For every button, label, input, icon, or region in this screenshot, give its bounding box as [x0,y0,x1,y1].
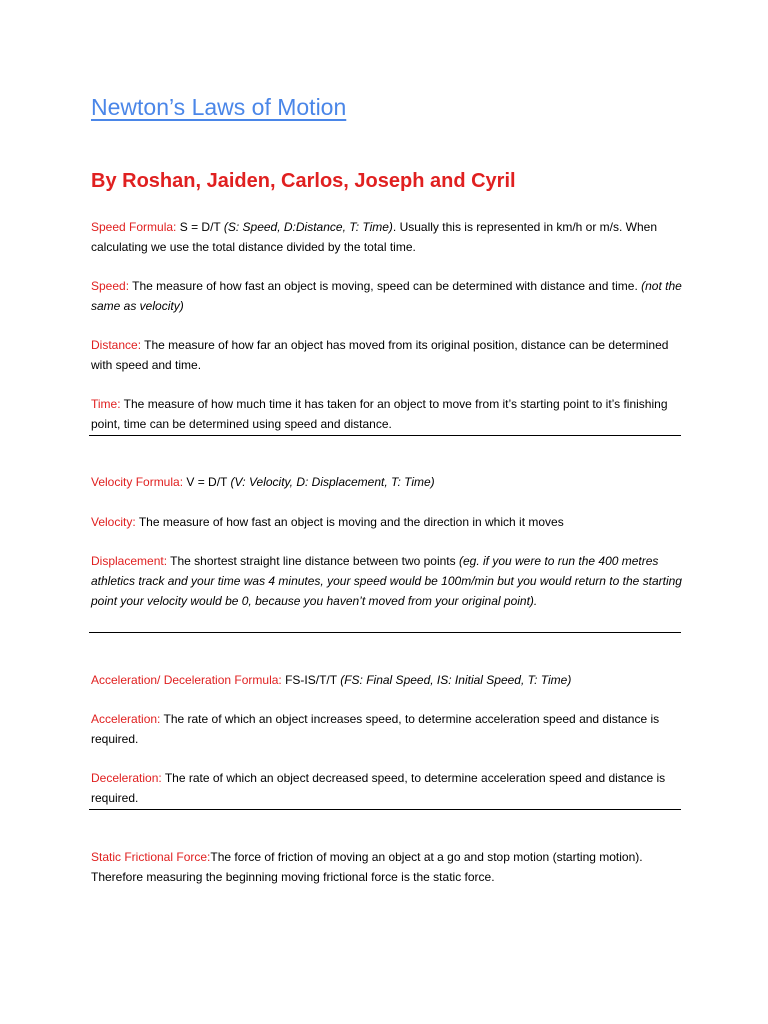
term-text: V = D/T [183,475,231,489]
term-label: Speed: [91,279,130,293]
term-note: (not the same as velocity) [91,279,682,313]
acceleration-formula [91,670,691,690]
time-definition [91,394,691,434]
term-note: (FS: Final Speed, IS: Initial Speed, T: Time) [340,673,572,687]
section-divider [89,632,681,633]
term-text-after: . Usually this is represented in km/h or m/s. When calculating we use the total distance divided by the total time. [91,220,658,254]
term-label: Time: [91,397,121,411]
term-note: (V: Velocity, D: Displacement, T: Time) [230,475,435,489]
term-text: The measure of how fast an object is moving and the direction in which it moves [135,515,564,529]
lead-author: Roshan [122,170,196,192]
term-text: S = D/T [176,220,224,234]
term-text: The shortest straight line distance between two points [167,554,459,568]
velocity-formula [91,472,691,492]
author-byline [91,170,516,193]
section-divider [89,809,681,810]
term-label: Distance: [91,338,142,352]
distance-definition [91,335,691,375]
term-label: Displacement: [91,554,168,568]
displacement-definition [91,551,691,611]
term-text: The rate of which an object increases speed, to determine acceleration speed and distance is required. [91,712,660,746]
static-friction-definition [91,847,691,887]
deceleration-definition [91,768,691,808]
term-text: The rate of which an object decreased speed, to determine acceleration speed and distance is required. [91,771,666,805]
term-label: Deceleration: [91,771,162,785]
speed-definition [91,276,691,316]
page-title: Newton’s Laws of Motion [91,94,347,120]
speed-formula [91,217,691,257]
term-label: Acceleration: [91,712,161,726]
term-note: (eg. if you were to run the 400 metres athletics track and your time was 4 minutes, your speed would be 100m/min but you would return to the starting point your velocity would be 0, because you haven’t moved from your original point). [91,554,682,608]
term-label: Velocity: [91,515,136,529]
term-text: The measure of how fast an object is moving, speed can be determined with distance and time. [129,279,642,293]
term-label: Acceleration/ Deceleration Formula: [91,673,282,687]
other-authors: , Jaiden, Carlos, Joseph and Cyril [195,170,516,192]
byline-prefix: By [91,170,123,192]
term-note: (S: Speed, D:Distance, T: Time) [223,220,393,234]
term-label: Static Frictional Force: [91,850,211,864]
term-label: Velocity Formula: [91,475,184,489]
section-divider [89,435,681,436]
term-text: FS-IS/T/T [281,673,341,687]
acceleration-definition [91,709,691,749]
term-text: The measure of how far an object has moved from its original position, distance can be determined with speed and time. [91,338,669,372]
term-label: Speed Formula: [91,220,177,234]
velocity-definition [91,512,691,532]
term-text: The force of friction of moving an object at a go and stop motion (starting motion). Therefore measuring the beginning moving frictional force is the static force. [91,850,643,884]
term-text: The measure of how much time it has taken for an object to move from it’s starting point to it’s finishing point, time can be determined using speed and distance. [91,397,668,431]
